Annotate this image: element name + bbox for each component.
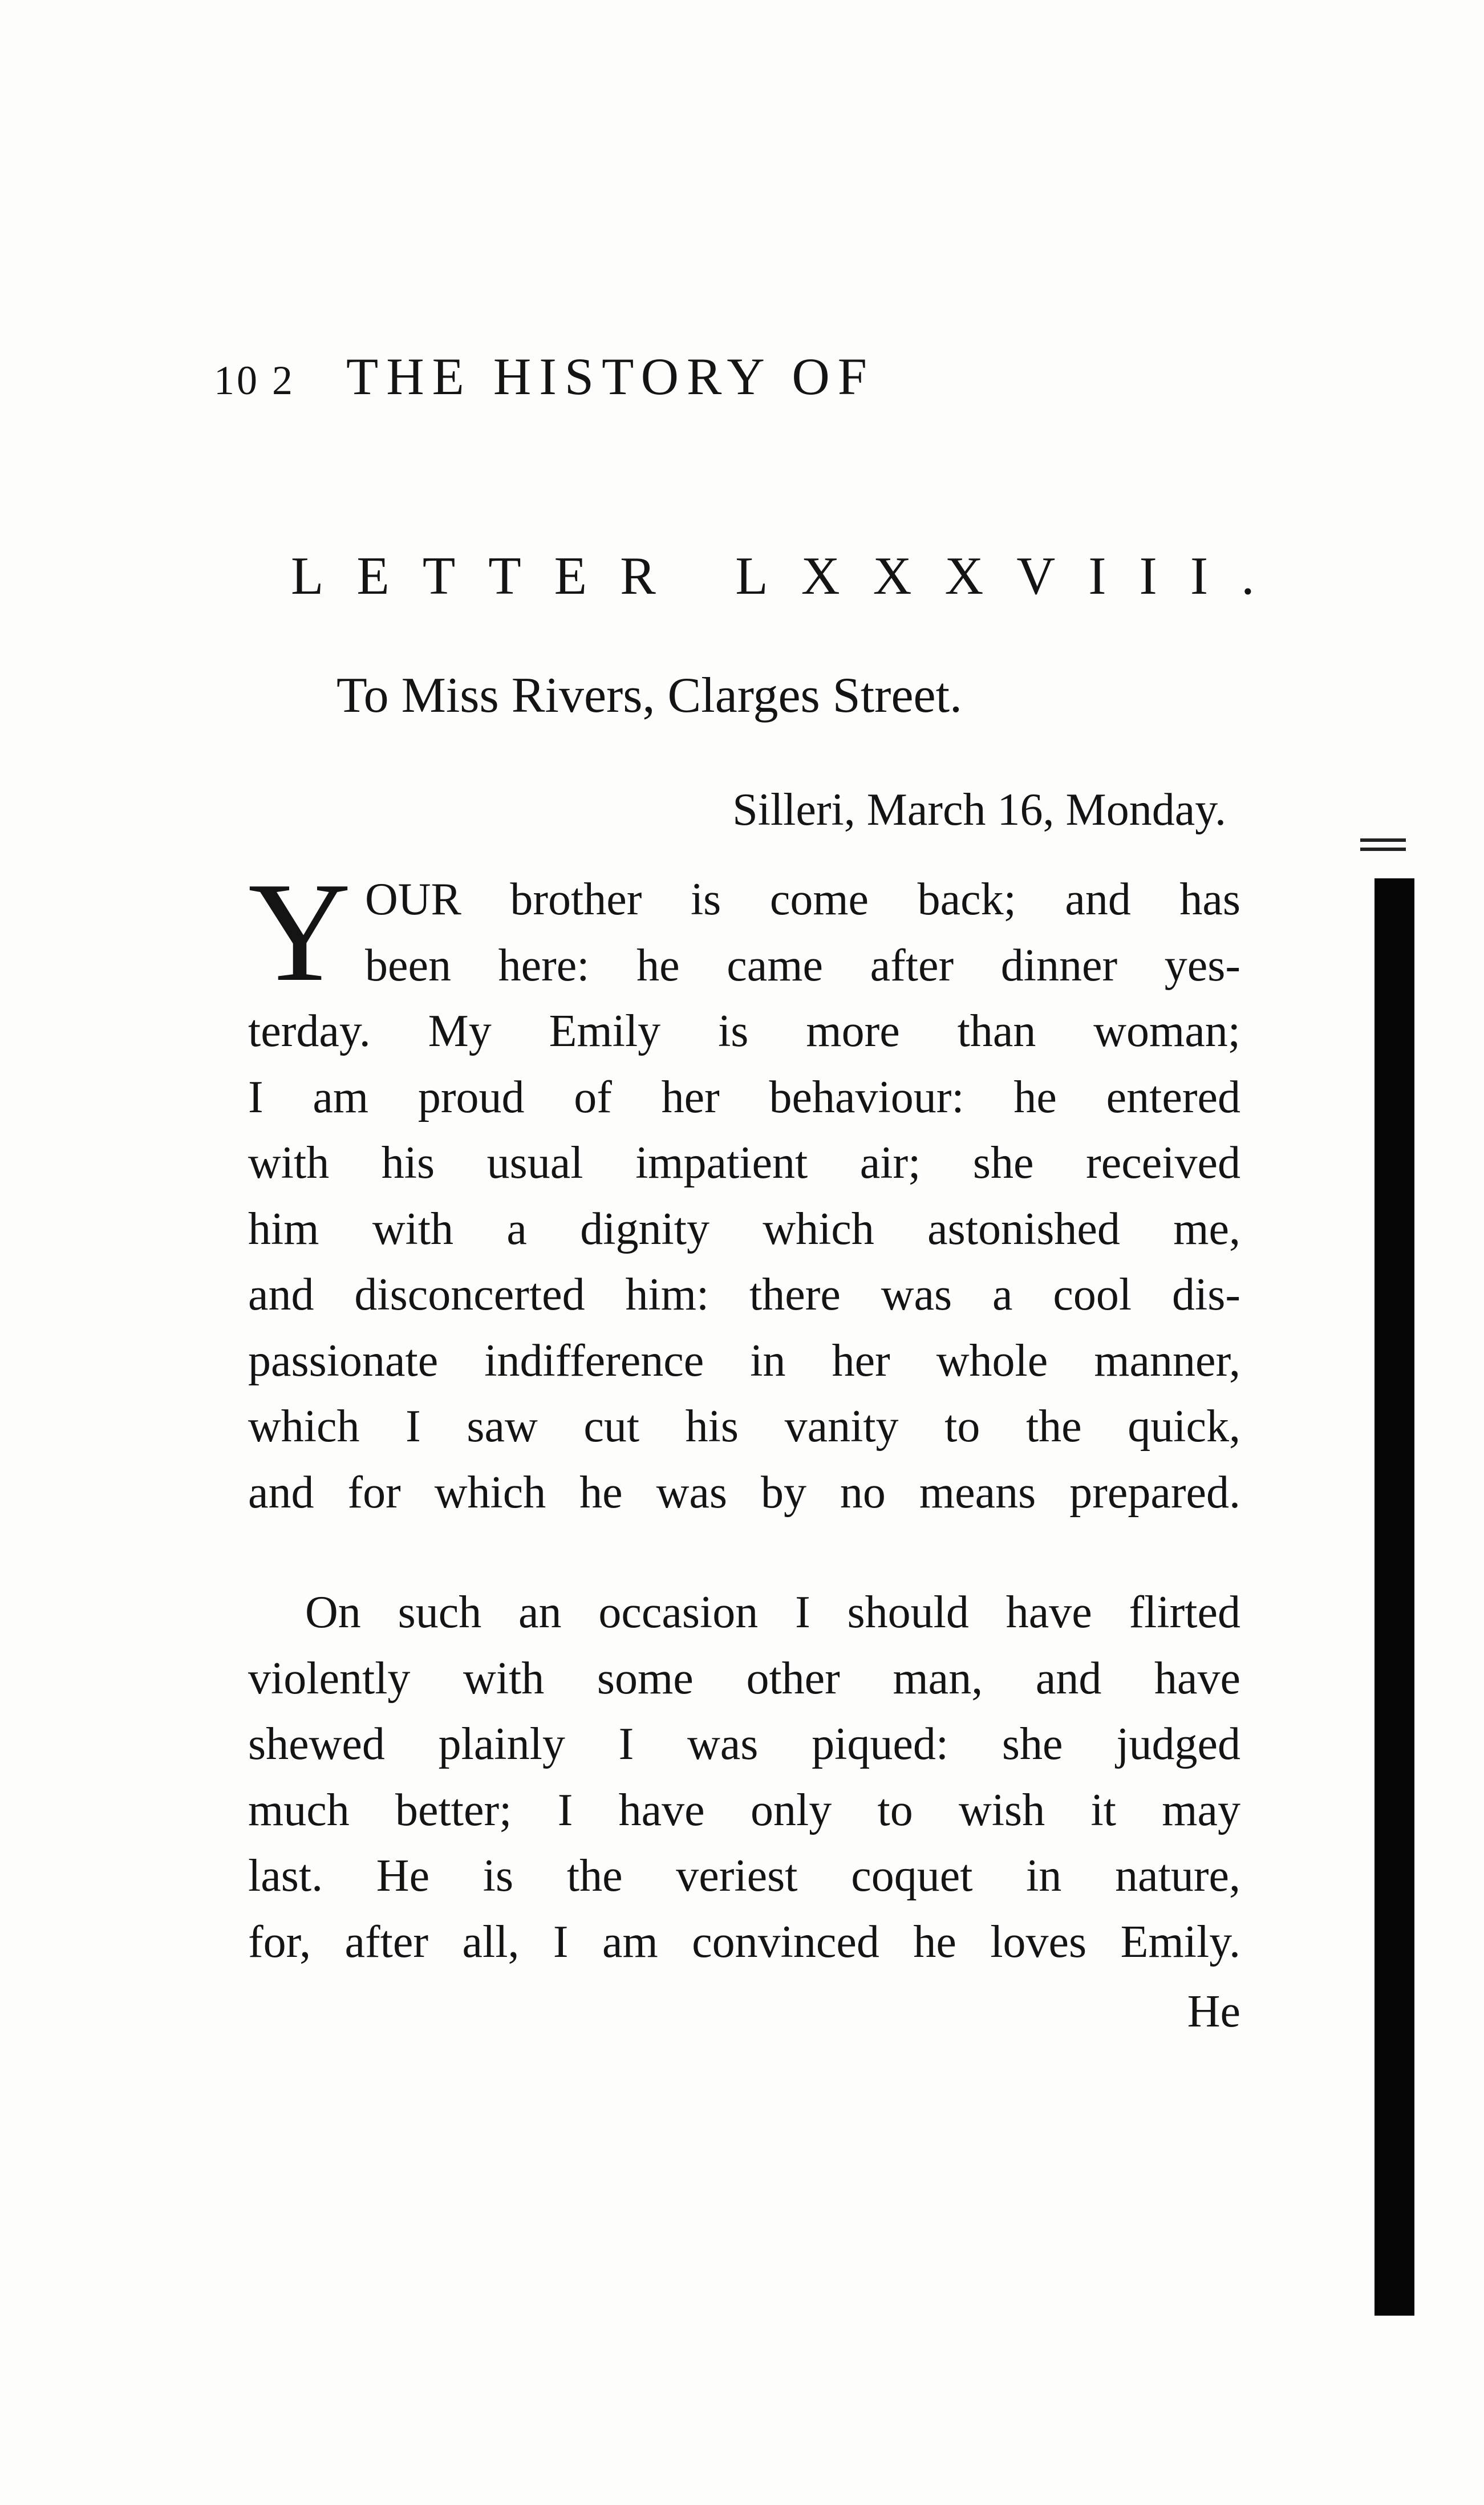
scan-edge-shadow	[1374, 878, 1414, 2316]
page-number: 10 2	[214, 358, 295, 403]
text-line: which I saw cut his vanity to the quick,	[248, 1401, 1240, 1452]
text-line: violently with some other man, and have	[248, 1653, 1240, 1704]
catchword: He	[1187, 1987, 1240, 2037]
text-line: shewed plainly I was piqued: she judged	[248, 1719, 1240, 1769]
text-line: terday. My Emily is more than woman;	[248, 1006, 1240, 1056]
letter-address: To Miss Rivers, Clarges Street.	[336, 668, 963, 723]
text-line: last. He is the veriest coquet in nature,	[248, 1851, 1240, 1901]
text-line: him with a dignity which astonished me,	[248, 1203, 1240, 1254]
text-line: OUR brother is come back; and has	[365, 874, 1240, 925]
running-title: THE HISTORY OF	[346, 347, 875, 406]
text-line: much better; I have only to wish it may	[248, 1785, 1240, 1835]
paragraph-1	[248, 853, 1240, 1526]
letter-dateline: Silleri, March 16, Monday.	[732, 785, 1226, 835]
scan-edge-marks	[1360, 838, 1406, 861]
text-line: and for which he was by no means prepared.	[248, 1467, 1240, 1518]
letter-heading: LETTER LXXXVIII.	[291, 546, 1288, 606]
text-line: I am proud of her behaviour: he entered	[248, 1072, 1240, 1122]
text-line: with his usual impatient air; she received	[248, 1138, 1240, 1188]
drop-cap: Y	[248, 853, 351, 1011]
text-line: passionate indifference in her whole manner,	[248, 1335, 1240, 1386]
text-line: On such an occasion I should have flirted	[305, 1587, 1240, 1637]
text-line: for, after all, I am convinced he loves Emily.	[248, 1916, 1240, 1967]
paragraph-2	[248, 1580, 1240, 1975]
text-line: and disconcerted him: there was a cool dis-	[248, 1270, 1240, 1320]
text-line: been here: he came after dinner yes-	[365, 940, 1240, 991]
running-head	[214, 337, 1149, 416]
